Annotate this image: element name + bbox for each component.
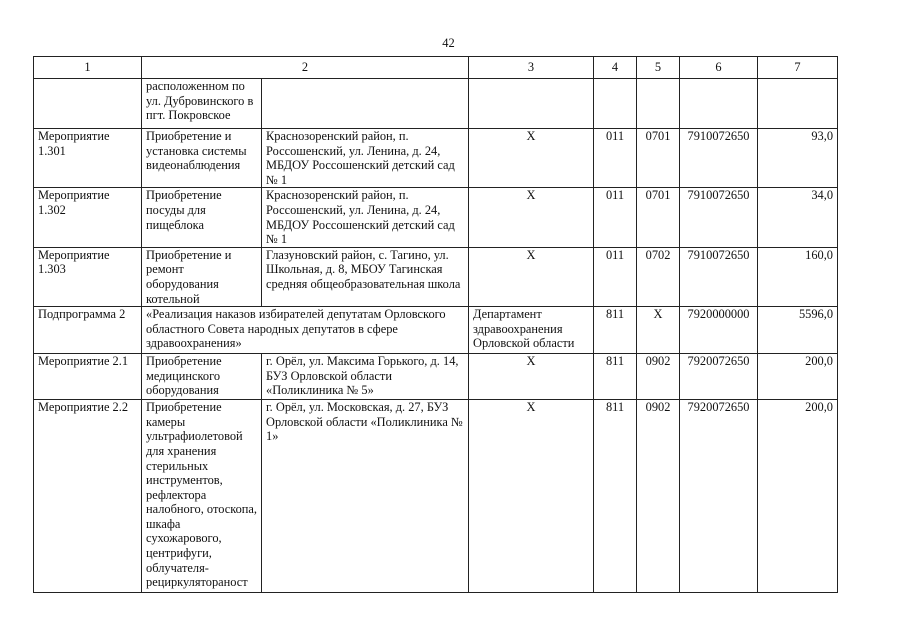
code-cell: Мероприятие 2.1 bbox=[34, 354, 142, 400]
table-row bbox=[34, 79, 838, 129]
section-cell bbox=[637, 79, 680, 129]
amount-cell: 5596,0 bbox=[758, 307, 838, 354]
executor-cell: Х bbox=[469, 188, 594, 247]
header-cell: 7 bbox=[758, 57, 838, 79]
amount-cell: 93,0 bbox=[758, 129, 838, 188]
activity-cell: Приобретение камеры ультрафиолетовой для хранения стерильных инструментов, рефлектора налобного, отоскопа, шкафа сухожарового, центрифуги, облучателя-рециркулятораност bbox=[142, 400, 262, 593]
section-cell: Х bbox=[637, 307, 680, 354]
address-cell: Глазуновский район, с. Тагино, ул. Школьная, д. 8, МБОУ Тагинская средняя общеобразовательная школа bbox=[262, 247, 469, 306]
grbs-cell: 811 bbox=[594, 400, 637, 593]
amount-cell: 160,0 bbox=[758, 247, 838, 306]
activity-cell: Приобретение медицинского оборудования bbox=[142, 354, 262, 400]
address-cell: Краснозоренский район, п. Россошенский, ул. Ленина, д. 24, МБДОУ Россошенский детский сад № 1 bbox=[262, 188, 469, 247]
target-article-cell: 7910072650 bbox=[680, 129, 758, 188]
table-row bbox=[34, 400, 838, 593]
grbs-cell: 811 bbox=[594, 307, 637, 354]
subprogram-title-cell: «Реализация наказов избирателей депутатам Орловского областного Совета народных депутатов в сфере здравоохранения» bbox=[142, 307, 469, 354]
target-article-cell: 7920072650 bbox=[680, 354, 758, 400]
target-article-cell: 7920000000 bbox=[680, 307, 758, 354]
grbs-cell: 811 bbox=[594, 354, 637, 400]
executor-cell: Х bbox=[469, 247, 594, 306]
header-cell: 3 bbox=[469, 57, 594, 79]
program-table bbox=[33, 56, 838, 593]
target-article-cell: 7910072650 bbox=[680, 247, 758, 306]
target-article-cell: 7910072650 bbox=[680, 188, 758, 247]
executor-cell bbox=[469, 79, 594, 129]
table-row-subprogram bbox=[34, 307, 838, 354]
executor-cell: Х bbox=[469, 354, 594, 400]
address-cell bbox=[262, 79, 469, 129]
executor-cell: Х bbox=[469, 400, 594, 593]
amount-cell: 200,0 bbox=[758, 354, 838, 400]
address-cell: г. Орёл, ул. Московская, д. 27, БУЗ Орловской области «Поликлиника № 1» bbox=[262, 400, 469, 593]
table-row bbox=[34, 247, 838, 306]
target-article-cell: 7920072650 bbox=[680, 400, 758, 593]
code-cell: Мероприятие 1.301 bbox=[34, 129, 142, 188]
table-row bbox=[34, 354, 838, 400]
header-cell: 6 bbox=[680, 57, 758, 79]
code-cell: Мероприятие 1.303 bbox=[34, 247, 142, 306]
amount-cell bbox=[758, 79, 838, 129]
target-article-cell bbox=[680, 79, 758, 129]
code-cell: Мероприятие 2.2 bbox=[34, 400, 142, 593]
code-cell bbox=[34, 79, 142, 129]
table-row bbox=[34, 188, 838, 247]
amount-cell: 34,0 bbox=[758, 188, 838, 247]
activity-cell: Приобретение и установка системы видеонаблюдения bbox=[142, 129, 262, 188]
section-cell: 0701 bbox=[637, 129, 680, 188]
page-number: 42 bbox=[442, 36, 455, 50]
header-row bbox=[34, 57, 838, 79]
address-cell: Краснозоренский район, п. Россошенский, ул. Ленина, д. 24, МБДОУ Россошенский детский сад № 1 bbox=[262, 129, 469, 188]
header-cell: 1 bbox=[34, 57, 142, 79]
grbs-cell bbox=[594, 79, 637, 129]
header-cell: 5 bbox=[637, 57, 680, 79]
activity-cell: Приобретение посуды для пищеблока bbox=[142, 188, 262, 247]
table-row bbox=[34, 129, 838, 188]
section-cell: 0902 bbox=[637, 400, 680, 593]
executor-cell: Х bbox=[469, 129, 594, 188]
grbs-cell: 011 bbox=[594, 129, 637, 188]
section-cell: 0902 bbox=[637, 354, 680, 400]
grbs-cell: 011 bbox=[594, 188, 637, 247]
grbs-cell: 011 bbox=[594, 247, 637, 306]
activity-cell: Приобретение и ремонт оборудования котельной bbox=[142, 247, 262, 306]
amount-cell: 200,0 bbox=[758, 400, 838, 593]
section-cell: 0701 bbox=[637, 188, 680, 247]
address-cell: г. Орёл, ул. Максима Горького, д. 14, БУЗ Орловской области «Поликлиника № 5» bbox=[262, 354, 469, 400]
header-cell: 2 bbox=[142, 57, 469, 79]
header-cell: 4 bbox=[594, 57, 637, 79]
executor-cell: Департамент здравоохранения Орловской области bbox=[469, 307, 594, 354]
code-cell: Подпрограмма 2 bbox=[34, 307, 142, 354]
section-cell: 0702 bbox=[637, 247, 680, 306]
code-cell: Мероприятие 1.302 bbox=[34, 188, 142, 247]
activity-cell: расположенном по ул. Дубровинского в пгт. Покровское bbox=[142, 79, 262, 129]
